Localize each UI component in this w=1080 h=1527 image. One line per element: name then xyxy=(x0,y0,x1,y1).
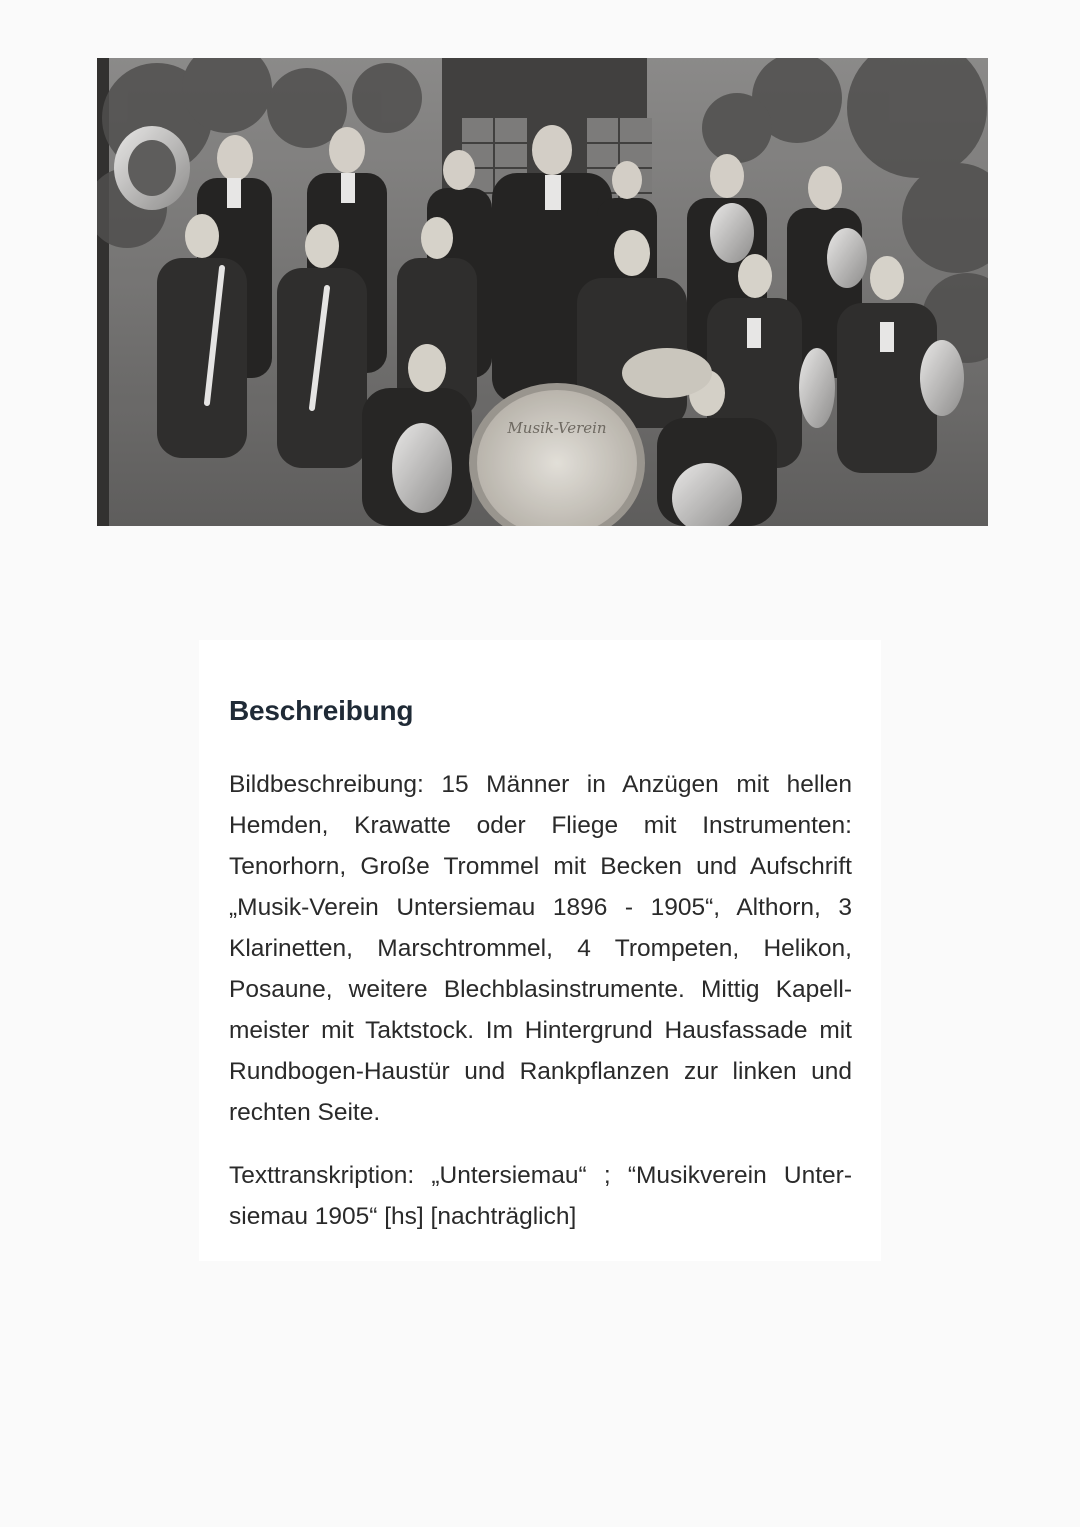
historic-band-photo xyxy=(97,58,988,526)
image-description-text: Bildbeschreibung: 15 Männer in Anzügen mit hellen Hemden, Krawatte oder Fliege mit Instrumenten: Tenorhorn, Große Trommel mit Becken und Aufschrift „Musik-Verein Untersiemau 1896 - 1905“, Althorn, 3 Klarinetten, Marschtrommel, 4 Trompeten, Helikon, Posaune, weitere Blechblasinstrumente. Mittig Kapellmeister mit Taktstock. Im Hintergrund Hausfassade mit Rundbogen-Haustür und Rankpflanzen zur linken und rechten Seite. xyxy=(229,771,852,1126)
band-photo-drawing xyxy=(97,58,988,526)
text-transcription: Texttranskription: „Untersiemau“ ; “Musikverein Untersiemau 1905“ [hs] [nachträglich] xyxy=(229,1162,852,1230)
drum-lettering: Musik-Verein xyxy=(507,419,607,437)
description-heading: Beschreibung xyxy=(229,695,414,726)
description-card xyxy=(199,640,881,1261)
